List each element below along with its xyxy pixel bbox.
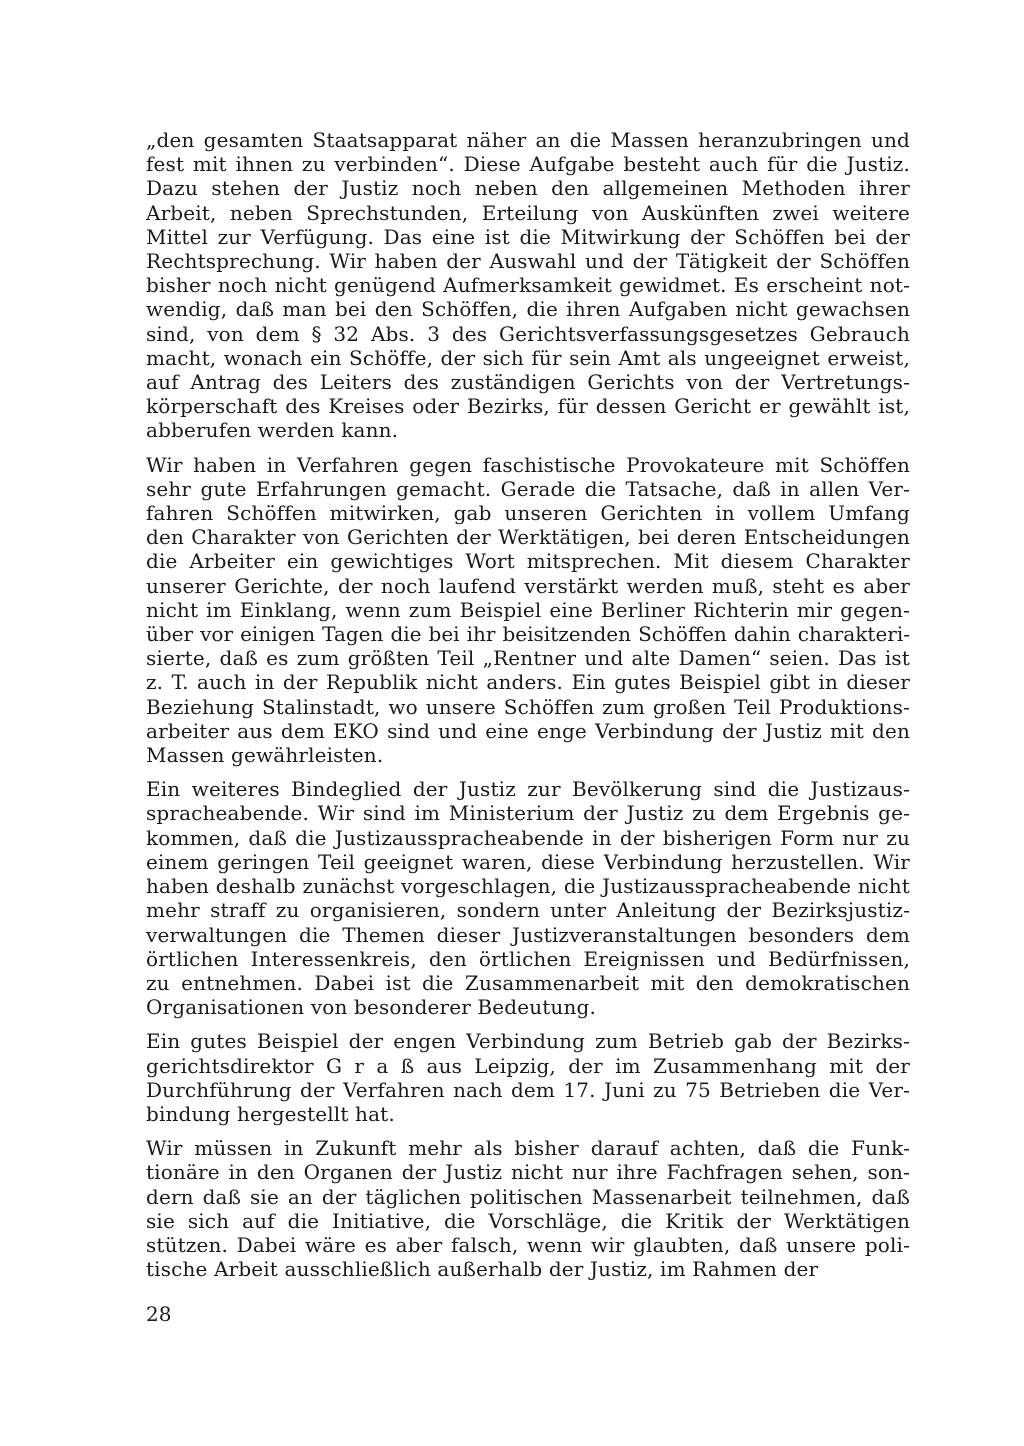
paragraph	[146, 1136, 910, 1281]
text-line: stützen. Dabei wäre es aber falsch, wenn wir glaubten, daß unsere poli-	[146, 1232, 910, 1257]
text-line: unserer Gerichte, der noch laufend verstärkt werden muß, steht es aber	[146, 573, 910, 598]
text-line: zu entnehmen. Dabei ist die Zusammenarbeit mit den demokratischen	[146, 970, 910, 995]
text-line: den Charakter von Gerichten der Werktätigen, bei deren Entscheidungen	[146, 525, 910, 550]
text-line: tionäre in den Organen der Justiz nicht nur ihre Fachfragen sehen, son-	[146, 1160, 910, 1185]
text-line: kommen, daß die Justizausspracheabende in der bisherigen Form nur zu	[146, 825, 910, 850]
text-line: wendig, daß man bei den Schöffen, die ihren Aufgaben nicht gewachsen	[146, 297, 910, 322]
text-line: z. T. auch in der Republik nicht anders. Ein gutes Beispiel gibt in dieser	[146, 670, 910, 695]
text-line: fest mit ihnen zu verbinden“. Diese Aufgabe besteht auch für die Justiz.	[146, 152, 910, 177]
text-line: spracheabende. Wir sind im Ministerium der Justiz zu dem Ergebnis ge-	[146, 801, 910, 826]
body-text	[146, 128, 910, 1291]
text-line: haben deshalb zunächst vorgeschlagen, die Justizausspracheabende nicht	[146, 874, 910, 899]
paragraph	[146, 777, 910, 1019]
text-line: einem geringen Teil geeignet waren, diese Verbindung herzustellen. Wir	[146, 849, 910, 874]
text-line: Rechtsprechung. Wir haben der Auswahl und der Tätigkeit der Schöffen	[146, 249, 910, 274]
text-line: Wir müssen in Zukunft mehr als bisher darauf achten, daß die Funk-	[146, 1136, 910, 1161]
text-line: Wir haben in Verfahren gegen faschistische Provokateure mit Schöffen	[146, 452, 910, 477]
text-line: Ein gutes Beispiel der engen Verbindung zum Betrieb gab der Bezirks-	[146, 1029, 910, 1054]
text-line: gerichtsdirektor G r a ß aus Leipzig, der im Zusammenhang mit der	[146, 1053, 910, 1078]
text-line: fahren Schöffen mitwirken, gab unseren Gerichten in vollem Umfang	[146, 501, 910, 526]
text-line: sind, von dem § 32 Abs. 3 des Gerichtsverfassungsgesetzes Gebrauch	[146, 321, 910, 346]
text-line: Mittel zur Verfügung. Das eine ist die Mitwirkung der Schöffen bei der	[146, 224, 910, 249]
text-line: Massen gewährleisten.	[146, 743, 384, 768]
page-number: 28	[146, 1302, 172, 1326]
text-line: nicht im Einklang, wenn zum Beispiel eine Berliner Richterin mir gegen-	[146, 597, 910, 622]
text-line: Dazu stehen der Justiz noch neben den allgemeinen Methoden ihrer	[146, 176, 910, 201]
text-line: sie sich auf die Initiative, die Vorschläge, die Kritik der Werktätigen	[146, 1208, 910, 1233]
text-line: tische Arbeit ausschließlich außerhalb der Justiz, im Rahmen der	[146, 1257, 819, 1282]
text-line: abberufen werden kann.	[146, 418, 399, 443]
text-line: über vor einigen Tagen die bei ihr beisitzenden Schöffen dahin charakteri-	[146, 622, 910, 647]
text-line: dern daß sie an der täglichen politischen Massenarbeit teilnehmen, daß	[146, 1184, 910, 1209]
text-line: Durchführung der Verfahren nach dem 17. Juni zu 75 Betrieben die Ver-	[146, 1077, 910, 1102]
text-line: körperschaft des Kreises oder Bezirks, für dessen Gericht er gewählt ist,	[146, 394, 910, 419]
text-line: macht, wonach ein Schöffe, der sich für sein Amt als ungeeignet erweist,	[146, 345, 910, 370]
paragraph	[146, 453, 910, 768]
text-line: sierte, daß es zum größten Teil „Rentner und alte Damen“ seien. Das ist	[146, 646, 910, 671]
text-line: auf Antrag des Leiters des zuständigen Gerichts von der Vertretungs-	[146, 370, 910, 395]
text-line: Ein weiteres Bindeglied der Justiz zur Bevölkerung sind die Justizaus-	[146, 777, 910, 802]
text-line: „den gesamten Staatsapparat näher an die Massen heranzubringen und	[146, 128, 910, 152]
text-line: mehr straff zu organisieren, sondern unter Anleitung der Bezirksjustiz-	[146, 898, 910, 923]
text-line: örtlichen Interessenkreis, den örtlichen Ereignissen und Bedürfnissen,	[146, 946, 910, 971]
text-line: Arbeit, neben Sprechstunden, Erteilung von Auskünften zwei weitere	[146, 200, 910, 225]
paragraph	[146, 1029, 910, 1126]
text-line: arbeiter aus dem EKO sind und eine enge Verbindung der Justiz mit den	[146, 718, 910, 743]
text-line: Beziehung Stalinstadt, wo unsere Schöffen zum großen Teil Produktions-	[146, 694, 910, 719]
text-line: Organisationen von besonderer Bedeutung.	[146, 995, 596, 1020]
text-line: verwaltungen die Themen dieser Justizveranstaltungen besonders dem	[146, 922, 910, 947]
paragraph	[146, 128, 910, 443]
text-line: sehr gute Erfahrungen gemacht. Gerade die Tatsache, daß in allen Ver-	[146, 476, 910, 501]
text-line: bisher noch nicht genügend Aufmerksamkeit gewidmet. Es erscheint not-	[146, 273, 910, 298]
text-line: bindung hergestellt hat.	[146, 1101, 395, 1126]
text-line: die Arbeiter ein gewichtiges Wort mitsprechen. Mit diesem Charakter	[146, 549, 910, 574]
